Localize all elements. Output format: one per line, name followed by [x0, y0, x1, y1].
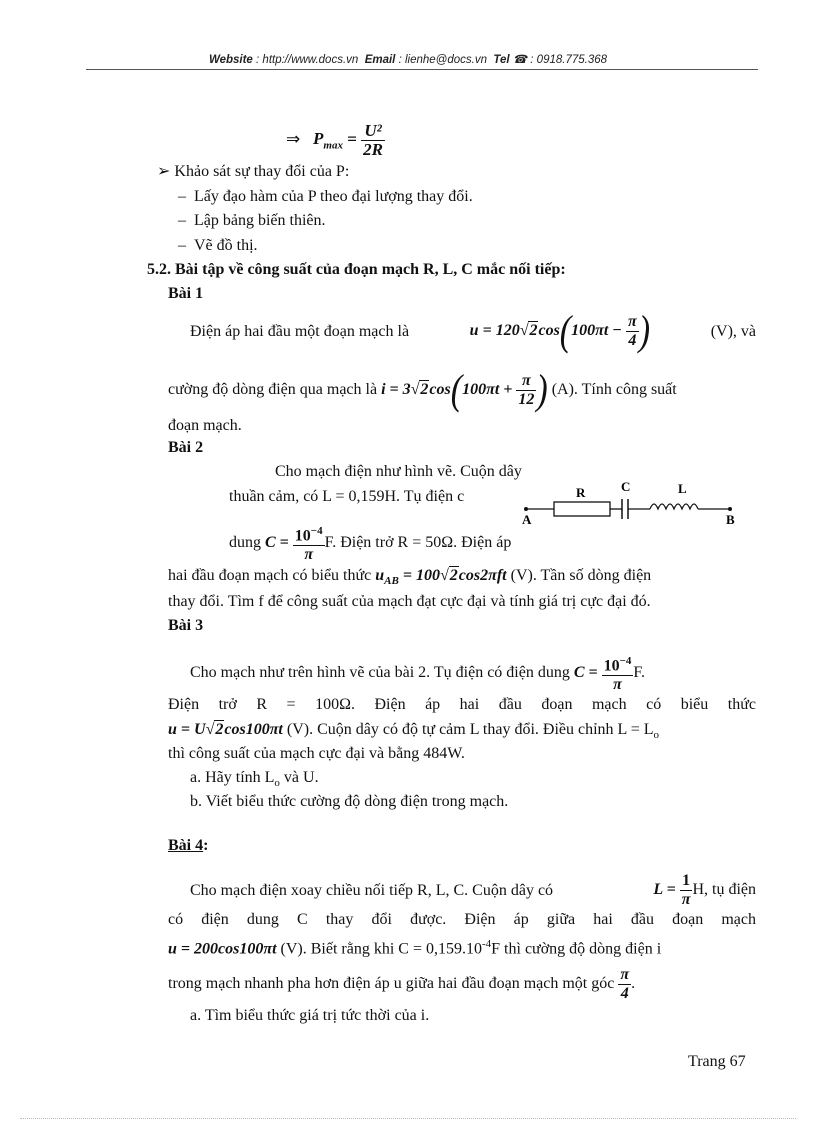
bai3-item-b: b. Viết biểu thức cường độ dòng điện trong mạch.	[190, 793, 509, 810]
survey-item: – Lấy đạo hàm của P theo đại lượng thay đổi.	[178, 188, 473, 205]
current-expression: i = 3√2cos(100πt + $\frac{\pi}{12}$ )	[381, 366, 548, 413]
bai3-item-a: a. Hãy tính $L_o$ và U.	[190, 769, 319, 790]
bai2-line5: thay đổi. Tìm f để công suất của mạch đạt cực đại và tính giá trị cực đại đó.	[168, 593, 651, 610]
bai3-line1: Cho mạch như trên hình vẽ của bài 2. Tụ điện có điện dung C = $\frac{10^{-4}}{\pi}$ F.	[190, 655, 646, 694]
bai3-line4: thì công suất của mạch cực đại và bằng 484W.	[168, 745, 465, 762]
node-a	[524, 507, 528, 511]
label-b: B	[726, 512, 735, 527]
bai3-line3: u = U√2cos100πt (V). Cuộn dây có độ tự cảm L thay đổi. Điều chỉnh $L = L_o$	[168, 721, 660, 742]
bai4-line4: trong mạch nhanh pha hơn điện áp u giữa hai đầu đoạn mạch một góc $\frac{\pi}{4}$ .	[168, 966, 636, 1002]
survey-item: – Vẽ đồ thị.	[178, 237, 258, 254]
bai4-line3: u = 200cos100πt (V). Biết rằng khi $C = 0,159.10^{-4}F$ thì cường độ dòng điện i	[168, 938, 662, 958]
bai2-line4: hai đầu đoạn mạch có biểu thức $u_{AB} = 100√2\cos 2\pi ft$ (V). Tần số dòng điện	[168, 567, 652, 588]
bai4-line1: Cho mạch điện xoay chiều nối tiếp R, L, C. Cuộn dây có L = $\frac{1}{\pi}$ H, tụ điện	[190, 872, 756, 908]
bai2-line1: Cho mạch điện như hình vẽ. Cuộn dây	[275, 463, 522, 480]
pmax-formula: ⇒ $P_{max}$ = $\frac{\text{U²}}{2R}$	[286, 121, 383, 159]
exercise-title: Bài 1	[168, 285, 204, 302]
arrow-bullet-icon: ➢	[157, 163, 171, 180]
header-divider	[86, 69, 758, 70]
bai3-line2: Điện trở R = 100Ω. Điện áp hai đầu đoạn mạch có biểu thức	[168, 696, 756, 713]
pmax-fraction: $\frac{\text{U²}}{2R}$	[363, 121, 383, 159]
label-r: R	[576, 485, 586, 500]
bai1-line2: cường độ dòng điện qua mạch là i = 3√2cos(100πt + $\frac{\pi}{12}$ ) (A). Tính công suất	[168, 366, 677, 413]
implies-arrow: ⇒	[286, 129, 301, 149]
page-header	[0, 52, 816, 66]
website-url: : http://www.docs.vn	[256, 54, 359, 66]
footer-divider	[20, 1118, 796, 1119]
survey-item: – Lập bảng biến thiên.	[178, 212, 326, 229]
inductor-symbol	[650, 504, 698, 509]
bai4-item-a: a. Tìm biểu thức giá trị tức thời của i.	[190, 1007, 430, 1024]
tel-value: : 0918.775.368	[530, 54, 608, 66]
tel-label: Tel	[493, 54, 510, 66]
label-l: L	[678, 481, 687, 496]
rlc-circuit-diagram	[518, 478, 748, 528]
email-value: : lienhe@docs.vn	[398, 54, 487, 66]
voltage-expression: u = 120√2cos(100πt − $\frac{\pi}{4}$ )	[469, 307, 651, 354]
bai1-line1: Điện áp hai đầu một đoạn mạch là u = 120√2cos(100πt − $\frac{\pi}{4}$ ) (V), và	[190, 307, 756, 354]
resistor-symbol	[554, 502, 610, 516]
label-a: A	[522, 512, 532, 527]
exercise-title: Bài 3	[168, 617, 204, 634]
email-label: Email	[364, 54, 396, 66]
node-b	[728, 507, 732, 511]
exercise-title: Bài 2	[168, 439, 204, 456]
label-c: C	[621, 479, 631, 494]
pmax-lhs: $P_{max}$	[313, 129, 343, 152]
survey-heading: ➢ Khảo sát sự thay đổi của P:	[157, 163, 350, 180]
bai2-line3: dung C = $\frac{10^{-4}}{\pi}$ F. Điện trở R = 50Ω. Điện áp	[229, 525, 512, 564]
phone-icon: ☎	[512, 54, 528, 66]
exercise-title: Bài 4:	[168, 837, 209, 854]
bai1-line3: đoạn mạch.	[168, 417, 242, 434]
bai4-line2: có điện dung C thay đổi được. Điện áp giữa hai đầu đoạn mạch	[168, 911, 756, 928]
bai2-line2: thuần cảm, có L = 0,159H. Tụ điện c	[229, 488, 465, 505]
website-label: Website	[208, 54, 253, 66]
section-title: 5.2. Bài tập về công suất của đoạn mạch R, L, C mắc nối tiếp:	[147, 261, 566, 278]
page-number: Trang 67	[688, 1053, 746, 1070]
